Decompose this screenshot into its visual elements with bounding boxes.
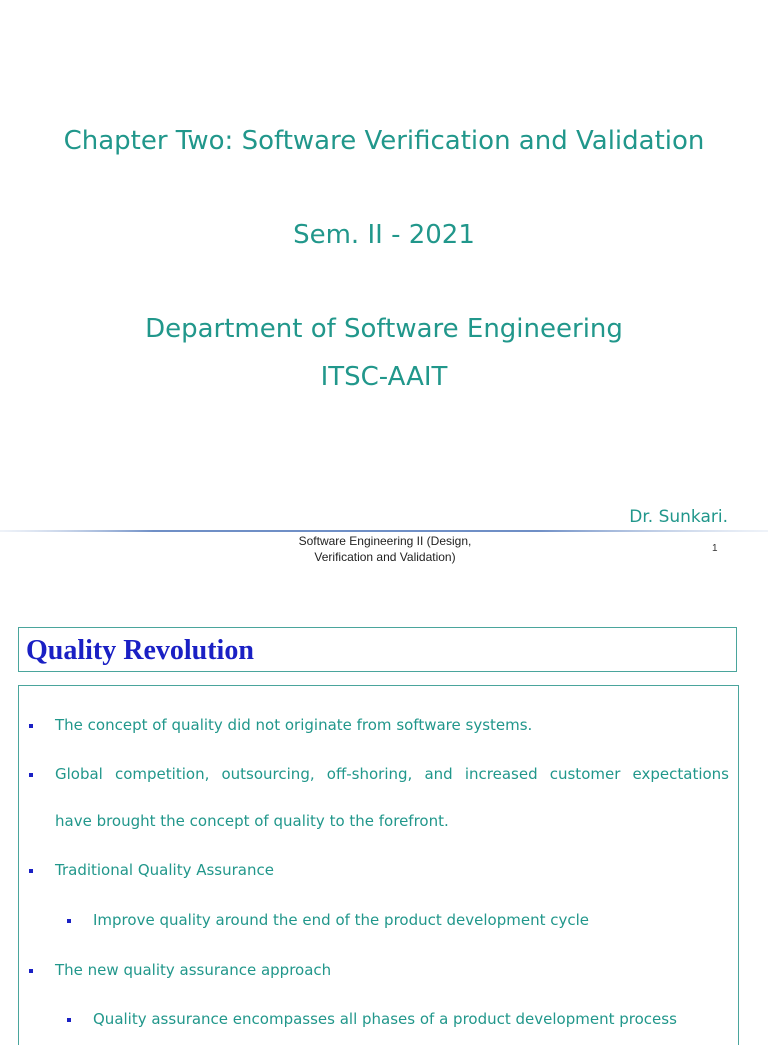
bullet-marker-icon xyxy=(29,773,33,777)
slide-footer xyxy=(260,533,510,565)
chapter-title: Chapter Two: Software Verification and Validation xyxy=(63,126,705,156)
bullet-text: Traditional Quality Assurance xyxy=(55,861,274,879)
semester-label: Sem. II - 2021 xyxy=(293,220,475,250)
bullet-marker-icon xyxy=(67,1018,71,1022)
footer-line-2: Verification and Validation) xyxy=(314,550,456,564)
bullet-text: The concept of quality did not originate from software systems. xyxy=(55,716,533,734)
bullet-text-continuation: have brought the concept of quality to the forefront. xyxy=(55,812,449,830)
bullet-marker-icon xyxy=(29,724,33,728)
bullet-text-line: Global competition, outsourcing, off-shoring, and increased customer expectations xyxy=(55,765,729,783)
author-label: Dr. Sunkari. xyxy=(629,507,728,527)
sub-bullet-text: Improve quality around the end of the product development cycle xyxy=(93,911,590,929)
page-number: 1 xyxy=(712,543,718,554)
institution-label: ITSC-AAIT xyxy=(320,362,448,392)
slide-title: Quality Revolution xyxy=(26,635,254,666)
slide-title-box xyxy=(18,627,737,672)
bullet-marker-icon xyxy=(29,869,33,873)
footer-divider xyxy=(0,530,768,532)
bullet-text: The new quality assurance approach xyxy=(55,961,332,979)
sub-bullet-text: Quality assurance encompasses all phases of a product development process xyxy=(93,1010,677,1028)
bullet-marker-icon xyxy=(29,969,33,973)
department-label: Department of Software Engineering xyxy=(145,314,623,344)
footer-line-1: Software Engineering II (Design, xyxy=(298,534,472,548)
bullet-marker-icon xyxy=(67,919,71,923)
content-slide xyxy=(0,578,768,1028)
